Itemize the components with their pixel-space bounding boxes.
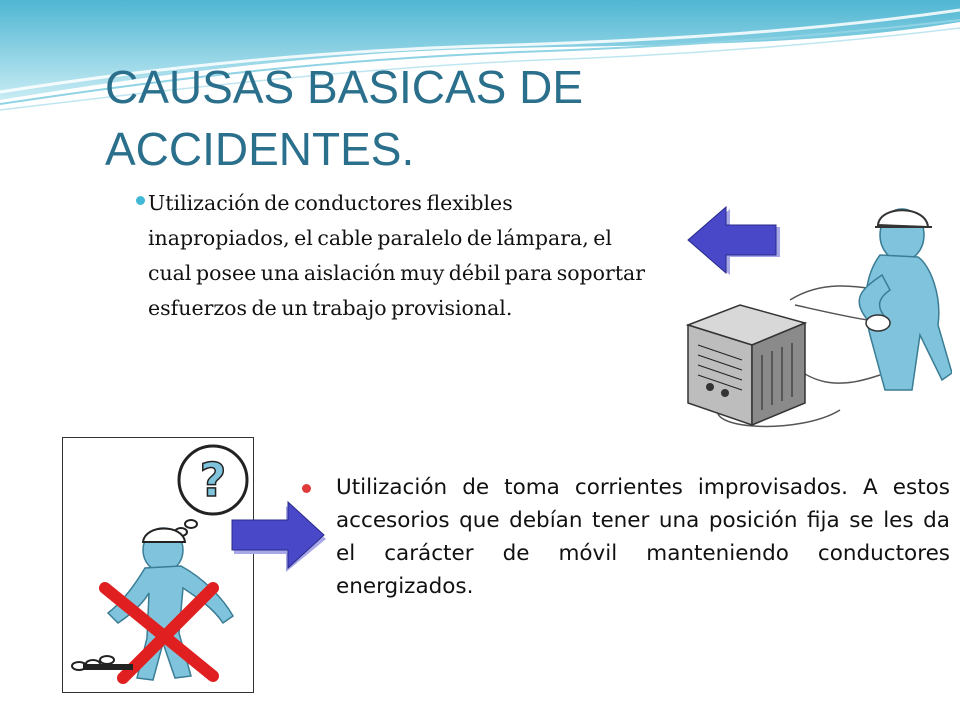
bullet-text: Utilización de conductores flexibles inapropiados, el cable paralelo de lámpara, el cual posee una aislación muy débil para soportar esfuerzos de un trabajo provisional. xyxy=(148,191,646,320)
bullet-item-toma-corrientes xyxy=(336,471,950,603)
question-mark: ? xyxy=(199,453,227,507)
bullet-dot xyxy=(302,484,311,493)
chained-worker-illustration xyxy=(62,437,254,693)
bullet-item-conductores xyxy=(148,186,648,326)
left-arrow-icon xyxy=(686,205,782,279)
bullet-text: Utilización de toma corrientes improvisados. A estos accesorios que debían tener una posición fija se les da el carácter de móvil manteniendo conductores energizados. xyxy=(336,475,950,599)
question-bubble-icon xyxy=(200,453,227,507)
slide-title: CAUSAS BASICAS DE ACCIDENTES. xyxy=(105,61,584,175)
right-arrow-icon xyxy=(230,500,328,574)
bullet-dot xyxy=(136,196,145,205)
